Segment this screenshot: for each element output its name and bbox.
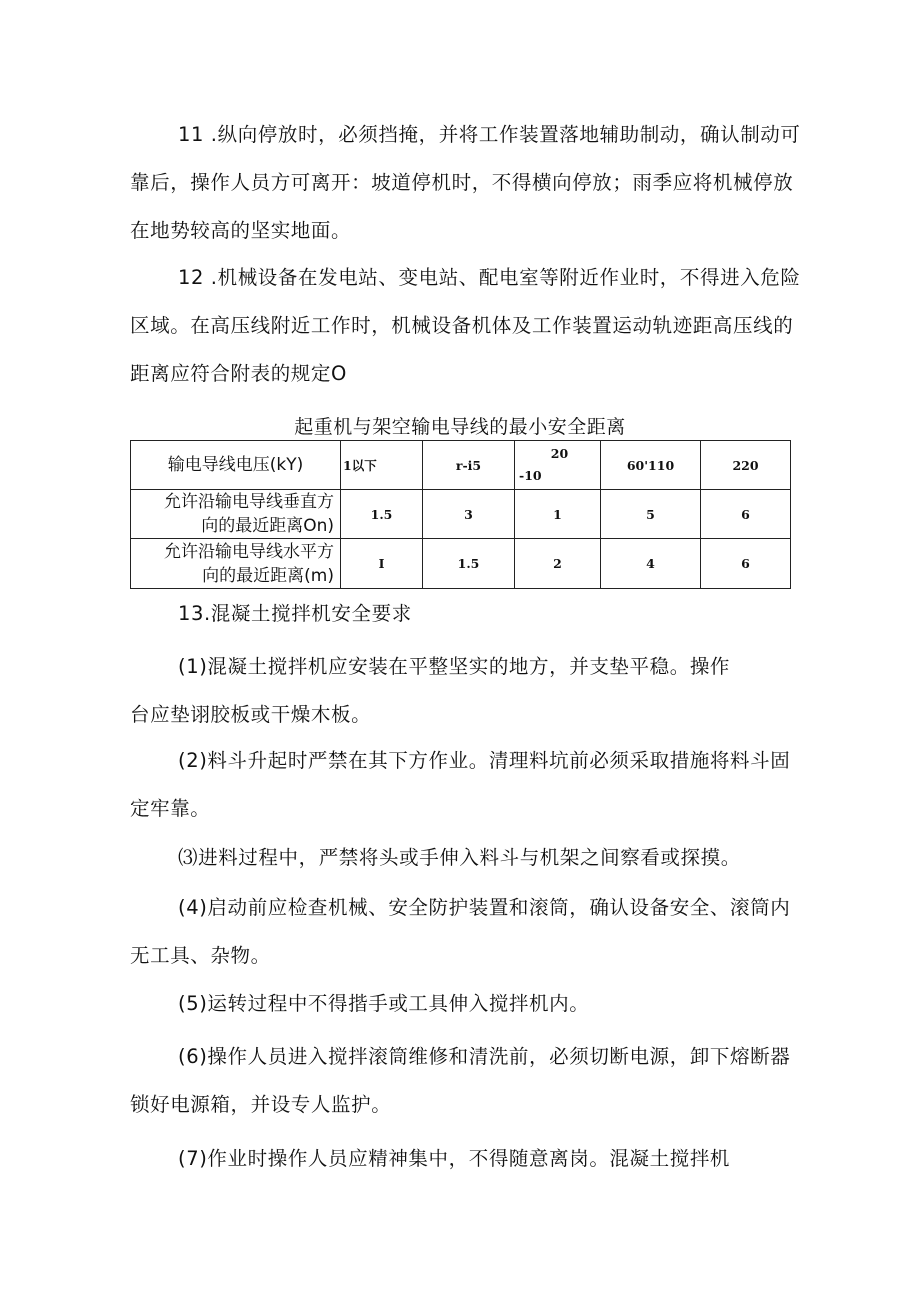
table-header-label: 输电导线电压(kY) (131, 441, 341, 490)
table-row-label-line-1: 允许沿输电导线水平方 (164, 541, 334, 562)
safety-distance-table (130, 440, 791, 589)
paragraph-12-line-3: 距离应符合附表的规定O (130, 362, 347, 385)
item-6-line-2: 锁好电源箱，并设专人监护。 (130, 1093, 392, 1116)
table-header-row (131, 441, 791, 490)
item-1 (130, 643, 795, 739)
item-2-line-2: 定牢靠。 (130, 797, 211, 820)
paragraph-12-line-1: 12 .机械设备在发电站、变电站、配电室等附近作业时，不得进入危险 (178, 266, 801, 289)
item-3-line-1: ⑶进料过程中，严禁将头或手伸入料斗与机架之间察看或探摸。 (178, 846, 741, 869)
section-13-heading (130, 590, 795, 638)
table-cell: 6 (701, 539, 791, 589)
item-4 (130, 884, 795, 980)
item-2 (130, 737, 795, 833)
item-5 (130, 980, 795, 1028)
item-2-line-1: (2)料斗升起时严禁在其下方作业。清理料坑前必须采取措施将料斗固 (178, 749, 791, 772)
paragraph-11-line-3: 在地势较高的坚实地面。 (130, 219, 352, 242)
table-cell: 1.5 (341, 490, 423, 539)
table-col-3 (515, 441, 601, 490)
paragraph-12-line-2: 区域。在高压线附近工作时，机械设备机体及工作装置运动轨迹距高压线的 (130, 314, 794, 337)
table-col-1: 1以下 (341, 441, 423, 490)
table-cell: 5 (601, 490, 701, 539)
table-cell: 6 (701, 490, 791, 539)
item-5-line-1: (5)运转过程中不得揩手或工具伸入搅拌机内。 (178, 992, 590, 1015)
paragraph-11-line-1: 11 .纵向停放时，必须挡掩，并将工作装置落地辅助制动，确认制动可 (178, 123, 801, 146)
table-cell: I (341, 539, 423, 589)
paragraph-12 (130, 254, 801, 398)
item-4-line-1: (4)启动前应检查机械、安全防护装置和滚筒，确认设备安全、滚筒内 (178, 896, 791, 919)
table-col-3-top: 20 (550, 446, 569, 461)
table-col-2: r-i5 (423, 441, 515, 490)
table-title: 起重机与架空输电导线的最小安全距离 (294, 416, 626, 438)
item-3 (130, 834, 795, 882)
table-row (131, 490, 791, 539)
item-6-line-1: (6)操作人员进入搅拌滚筒维修和清洗前，必须切断电源，卸下熔断器 (178, 1045, 791, 1068)
paragraph-11-line-2: 靠后，操作人员方可离开：坡道停机时，不得横向停放；雨季应将机械停放 (130, 171, 794, 194)
table-row (131, 539, 791, 589)
item-1-line-1: (1)混凝土搅拌机应安装在平整坚实的地方，并支垫平稳。操作 (178, 655, 731, 678)
paragraph-11 (130, 111, 801, 255)
table-row-label-line-2: 向的最近距离(m) (202, 565, 334, 586)
item-7-line-1: (7)作业时操作人员应精神集中，不得随意离岗。混凝土搅拌机 (178, 1147, 731, 1170)
table-row-label-line-2: 向的最近距离On) (201, 516, 334, 536)
item-1-line-2: 台应垫诩胶板或干燥木板。 (130, 703, 372, 726)
item-6 (130, 1033, 795, 1129)
table-cell: 2 (515, 539, 601, 589)
table-row-label (131, 539, 341, 589)
table-col-4: 60'110 (601, 441, 701, 490)
item-7 (130, 1135, 795, 1183)
table-cell: 1 (515, 490, 601, 539)
table-cell: 4 (601, 539, 701, 589)
table-row-label-line-1: 允许沿输电导线垂直方 (164, 492, 334, 512)
table-cell: 3 (423, 490, 515, 539)
item-4-line-2: 无工具、杂物。 (130, 944, 271, 967)
table-row-label (131, 490, 341, 539)
table-col-5: 220 (701, 441, 791, 490)
table-col-3-bottom: -10 (519, 468, 542, 483)
table-cell: 1.5 (423, 539, 515, 589)
section-13-heading-text: 13.混凝土搅拌机安全要求 (178, 602, 412, 625)
